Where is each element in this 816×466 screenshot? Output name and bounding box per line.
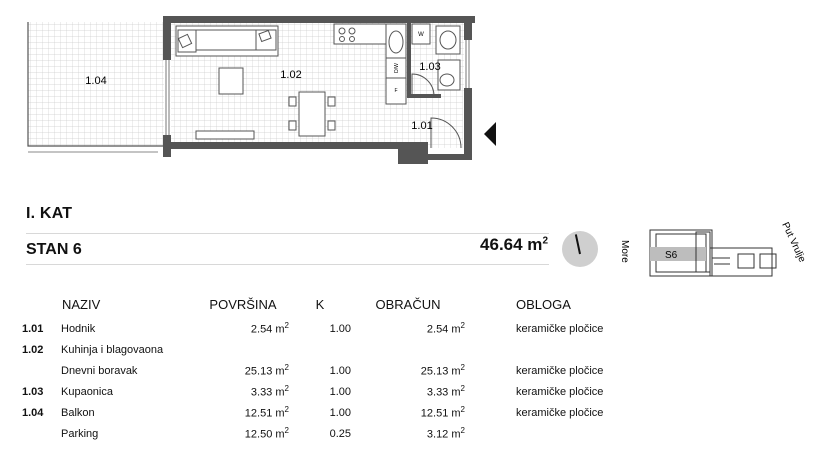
room-code-1-02: 1.02 — [280, 69, 302, 81]
col-naziv: NAZIV — [62, 296, 101, 312]
room-coefficient: 1.00 — [329, 385, 351, 398]
room-area: 3.33 $m^2$ — [250, 384, 289, 399]
minimap-label-road: Put Vrulje — [779, 220, 808, 265]
table-row — [22, 339, 637, 360]
room-code: 1.02 — [22, 343, 44, 356]
room-calculated-area: 3.12 $m^2$ — [426, 426, 465, 441]
room-coefficient: 1.00 — [329, 406, 351, 419]
col-k: K — [315, 296, 325, 312]
room-finish: keramičke pločice — [516, 364, 604, 377]
col-obracun: OBRAČUN — [375, 296, 441, 312]
room-area: 12.51 $m^2$ — [244, 405, 289, 420]
compass-icon — [562, 231, 598, 267]
minimap-label-sea: More — [619, 240, 630, 263]
minimap-unit-highlight — [650, 247, 706, 261]
table-row — [22, 423, 637, 444]
divider — [26, 264, 549, 265]
sofa — [176, 26, 278, 56]
room-code-1-03: 1.03 — [419, 61, 441, 73]
room-calculated-area: 25.13 $m^2$ — [420, 363, 465, 378]
fixture-label-w: W — [418, 32, 424, 38]
table-row — [22, 318, 637, 339]
room-area — [197, 339, 289, 360]
fixture-label-dw: D/W — [394, 63, 400, 73]
room-code-1-01: 1.01 — [411, 120, 433, 132]
room-name: Hodnik — [61, 322, 96, 335]
room-calculated-area: 2.54 $m^2$ — [426, 321, 465, 336]
room-calculated-area: 3.33 $m^2$ — [426, 384, 465, 399]
divider — [26, 233, 549, 234]
room-coefficient — [289, 339, 351, 360]
apartment-area: 46.64 $m^2$ — [480, 235, 548, 254]
room-finish: keramičke pločice — [516, 322, 604, 335]
room-finish: keramičke pločice — [516, 385, 604, 398]
room-finish — [465, 339, 637, 360]
room-code — [22, 423, 61, 444]
entrance-arrow-icon — [484, 122, 496, 146]
coffee-table — [219, 68, 243, 94]
room-calculated-area — [351, 339, 465, 360]
table-header-row — [22, 290, 637, 318]
room-code-1-04: 1.04 — [85, 75, 107, 87]
location-minimap — [610, 214, 810, 294]
room-code: 1.04 — [22, 406, 44, 419]
floor-title: I. KAT — [26, 205, 73, 222]
minimap-unit-label: S6 — [665, 250, 678, 261]
room-area: 12.50 $m^2$ — [244, 426, 289, 441]
table-row — [22, 360, 637, 381]
room-area: 25.13 $m^2$ — [244, 363, 289, 378]
room-name: Kuhinja i blagovaona — [61, 343, 164, 356]
room-name: Parking — [61, 427, 99, 440]
room-name: Balkon — [61, 406, 95, 419]
room-name: Kupaonica — [61, 385, 113, 398]
room-finish: keramičke pločice — [516, 406, 604, 419]
room-area: 2.54 $m^2$ — [250, 321, 289, 336]
room-finish — [465, 423, 637, 444]
table-row — [22, 381, 637, 402]
floor-plan — [0, 0, 816, 200]
rooms-table — [22, 290, 637, 444]
room-calculated-area: 12.51 $m^2$ — [420, 405, 465, 420]
fixture-label-f: F — [394, 88, 398, 94]
apartment-title: STAN 6 — [26, 241, 82, 258]
room-coefficient: 1.00 — [329, 322, 351, 335]
room-code — [22, 360, 61, 381]
table-row — [22, 402, 637, 423]
room-coefficient: 0.25 — [329, 427, 351, 440]
room-coefficient: 1.00 — [329, 364, 351, 377]
tv-console — [196, 131, 254, 139]
room-name: Dnevni boravak — [61, 364, 138, 377]
room-code: 1.01 — [22, 322, 44, 335]
col-povrsina: POVRŠINA — [209, 296, 277, 312]
col-obloga: OBLOGA — [516, 296, 571, 312]
room-code: 1.03 — [22, 385, 44, 398]
